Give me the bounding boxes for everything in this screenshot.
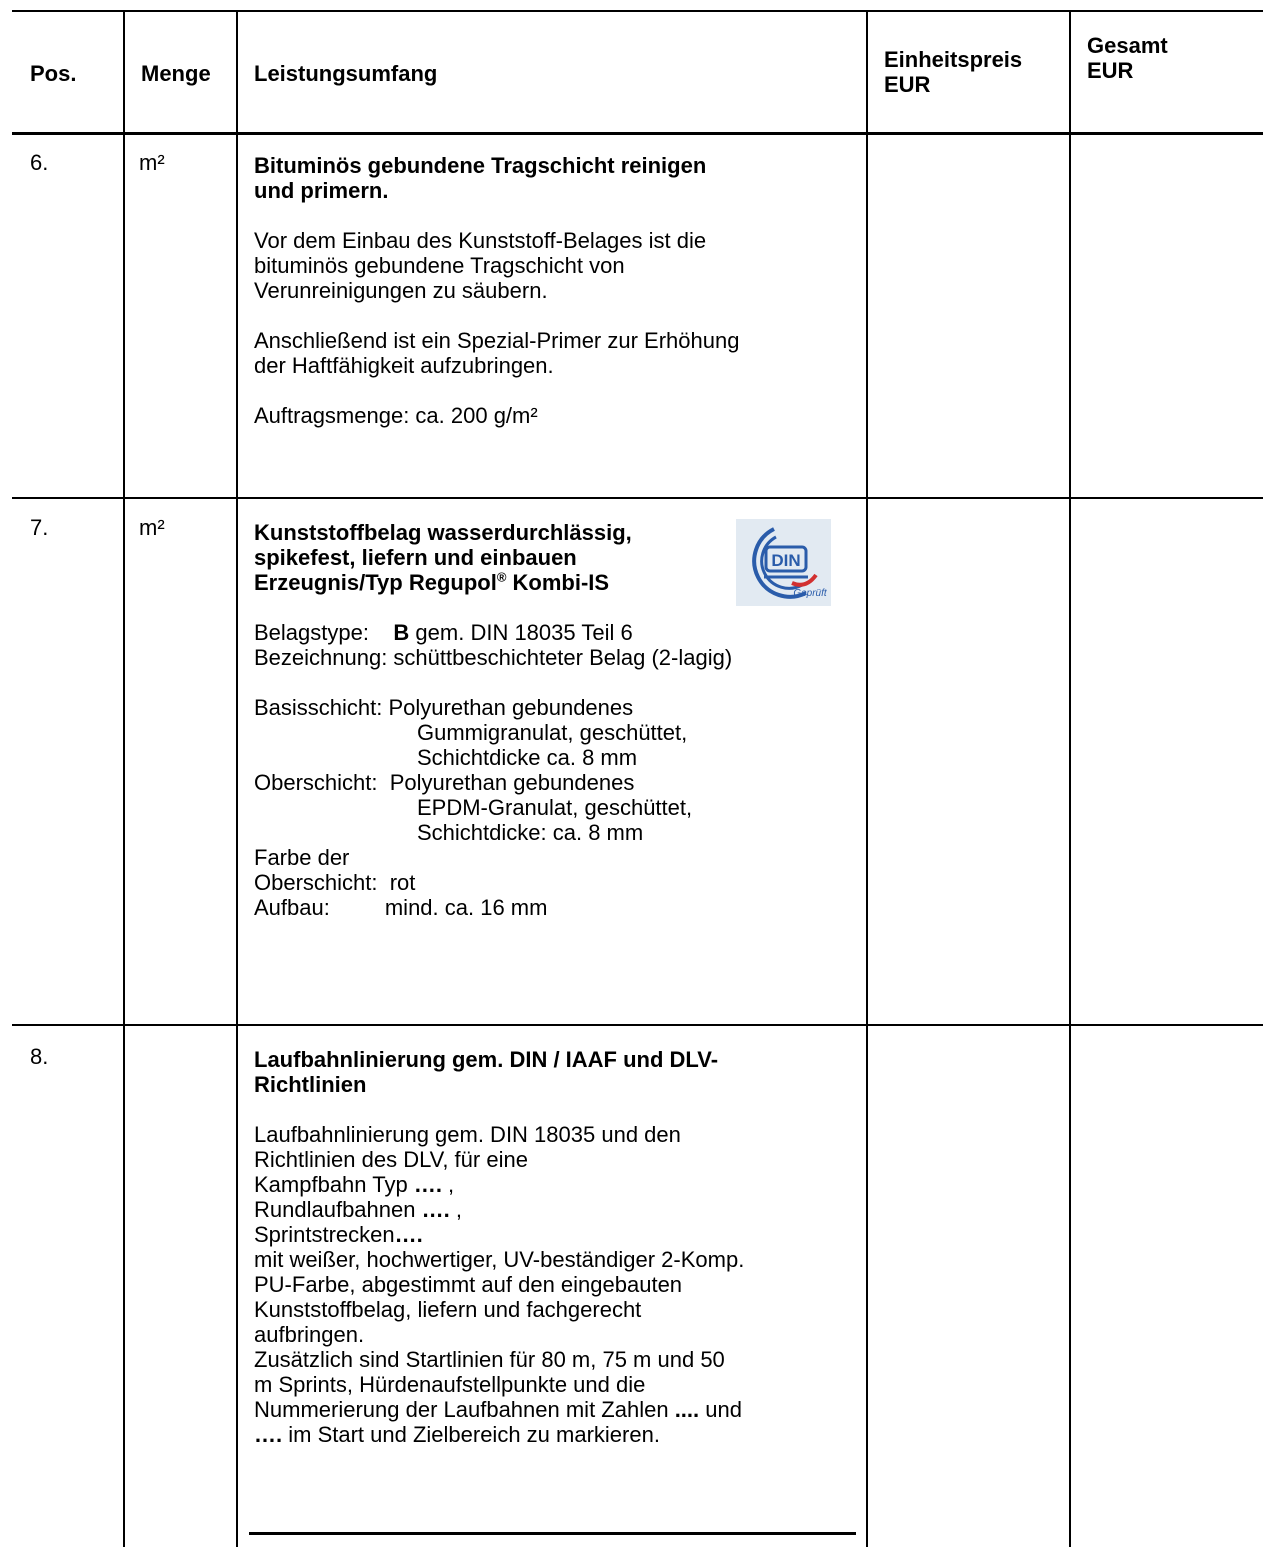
row-6-pos: 6. <box>30 150 49 175</box>
row-7-menge: m² <box>139 515 165 540</box>
row-8-text-underline <box>249 1532 856 1535</box>
row-7-bottom-border <box>12 1024 1263 1026</box>
din-gepruft-logo <box>736 519 831 606</box>
table-top-border <box>12 10 1263 12</box>
header-bottom-border <box>12 132 1263 135</box>
din-gepruft-logo-graphic <box>736 519 831 606</box>
row-7-description: Kunststoffbelag wasserdurchlässig, spikefest, liefern und einbauen Erzeugnis/Typ Regupol® Kombi-IS Belagstype: B gem. DIN 18035 Teil 6 Bezeichnung: schüttbeschichteter Belag (2-lagig) Basisschicht: Polyurethan gebundenes Gummigranulat, geschüttet, Schichtdicke ca. 8 mm Oberschicht: Polyurethan gebundenes EPDM-Granulat, geschüttet, Schichtdicke: ca. 8 mm Farbe der Oberschicht: rot Aufbau: mind. ca. 16 mm <box>254 520 733 920</box>
svg-text:Geprüft: Geprüft <box>793 588 827 599</box>
row-7-pos: 7. <box>30 515 49 540</box>
header-leistungsumfang: Leistungsumfang <box>254 61 438 86</box>
row-6-description: Bituminös gebundene Tragschicht reinigen und primern. Vor dem Einbau des Kunststoff-Belages ist die bituminös gebundene Tragschicht von Verunreinigungen zu säubern. Anschließend ist ein Spezial-Primer zur Erhöhung der Haftfähigkeit aufzubringen. Auftragsmenge: ca. 200 g/m² <box>254 153 740 428</box>
row-8-description: Laufbahnlinierung gem. DIN / IAAF und DLV- Richtlinien Laufbahnlinierung gem. DIN 18035 und den Richtlinien des DLV, für eine Kampfbahn Typ …. , Rundlaufbahnen …. , Sprintstrecken…. mit weißer, hochwertiger, UV-beständiger 2-Komp. PU-Farbe, abgestimmt auf den eingebauten Kunststoffbelag, liefern und fachgerecht aufbringen. Zusätzlich sind Startlinien für 80 m, 75 m und 50 m Sprints, Hürdenaufstellpunkte und die Nummerierung der Laufbahnen mit Zahlen .... und …. im Start und Zielbereich zu markieren. <box>254 1047 745 1447</box>
svg-text:DIN: DIN <box>771 551 801 570</box>
row-6-bottom-border <box>12 497 1263 499</box>
header-menge: Menge <box>141 61 211 86</box>
header-einheitspreis: Einheitspreis EUR <box>884 47 1023 97</box>
column-divider-1 <box>123 10 125 1547</box>
column-divider-3 <box>866 10 868 1547</box>
row-8-pos: 8. <box>30 1044 49 1069</box>
header-gesamt: Gesamt EUR <box>1087 33 1168 83</box>
row-6-menge: m² <box>139 150 165 175</box>
column-divider-2 <box>236 10 238 1547</box>
column-divider-4 <box>1069 10 1071 1547</box>
header-pos: Pos. <box>30 61 77 86</box>
